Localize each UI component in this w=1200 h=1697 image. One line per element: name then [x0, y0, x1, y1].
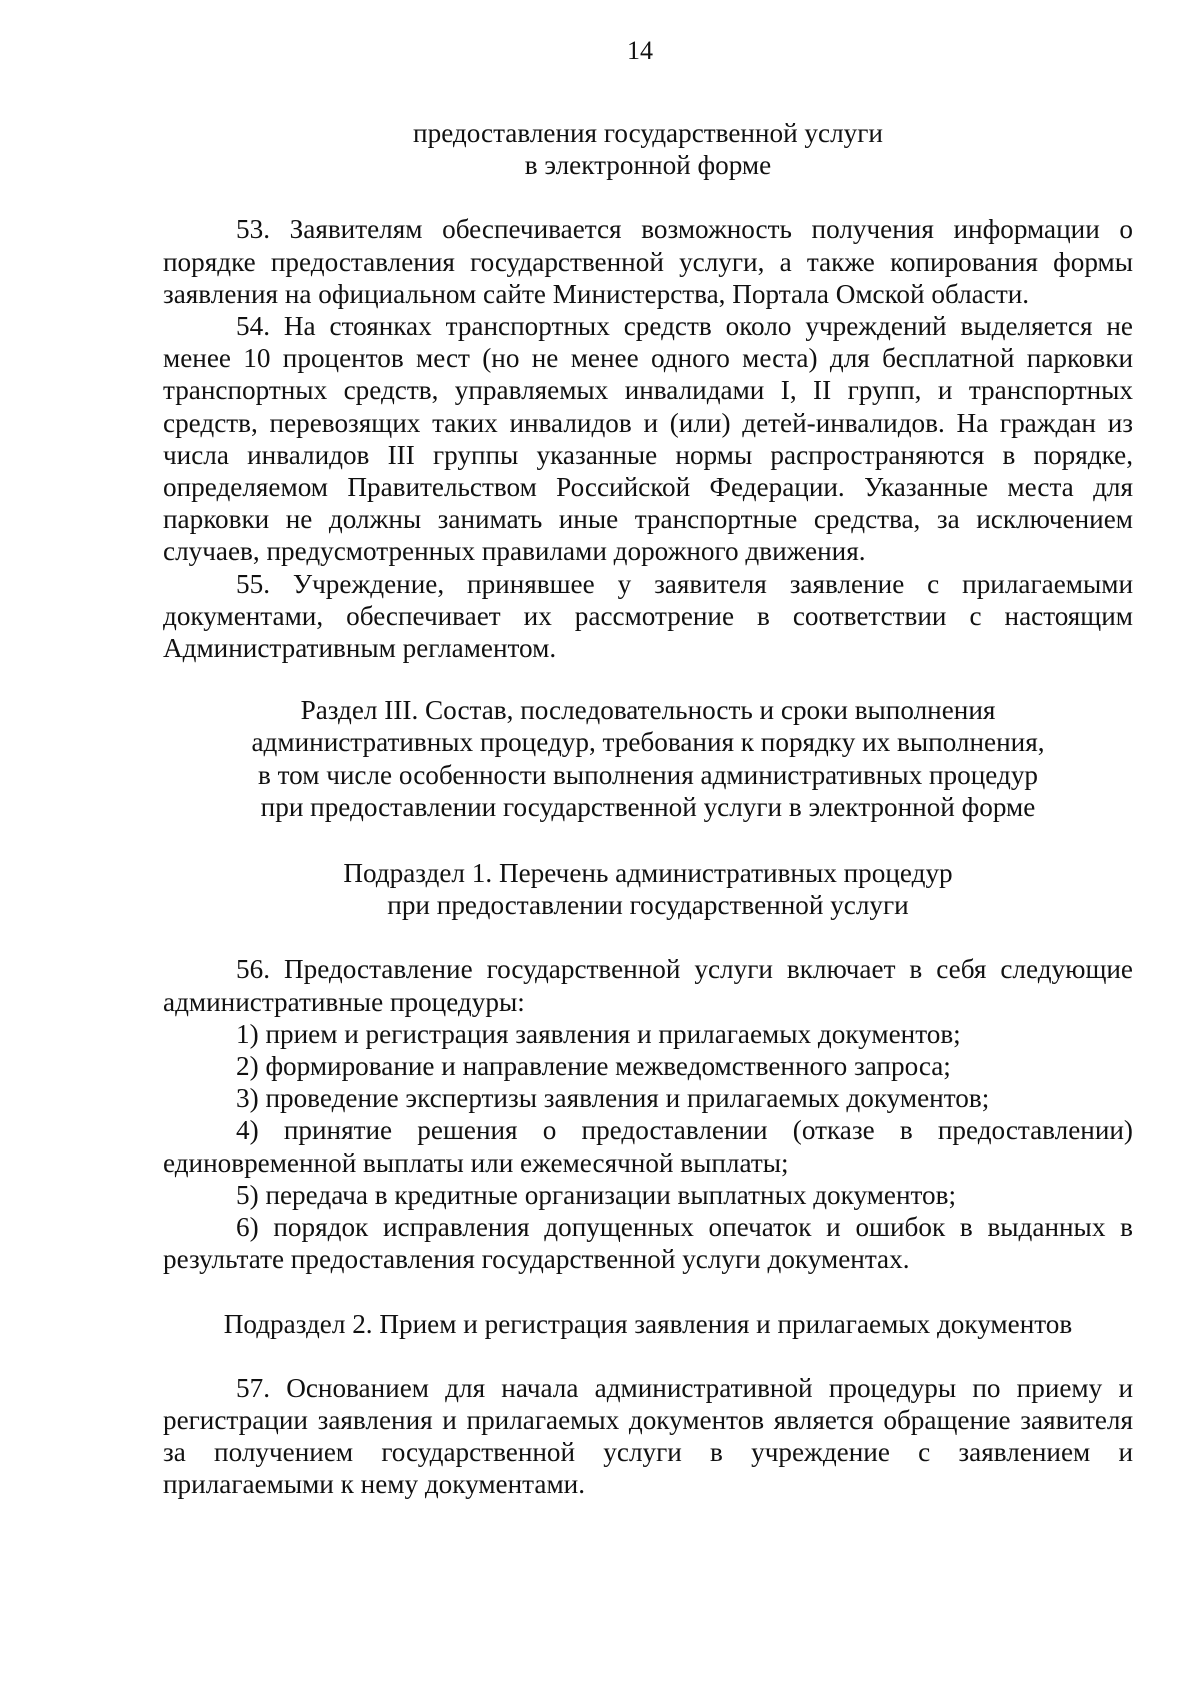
subsection-2-heading: [163, 1308, 1133, 1340]
heading-line: административных процедур, требования к порядку их выполнения,: [251, 727, 1045, 758]
paragraph-55: 55. Учреждение, принявшее у заявителя заявление с прилагаемыми документами, обеспечивает их рассмотрение в соответствии с настоящим Административным регламентом.: [163, 568, 1133, 664]
list-item: 6) порядок исправления допущенных опечаток и ошибок в выданных в результате предоставления государственной услуги документах.: [163, 1212, 1133, 1275]
list-item: 5) передача в кредитные организации выплатных документов;: [236, 1179, 957, 1210]
page-number: 14: [627, 36, 653, 65]
paragraph-56: 56. Предоставление государственной услуги включает в себя следующие административные процедуры:: [163, 954, 1133, 1017]
paragraph-57: 57. Основанием для начала административной процедуры по приему и регистрации заявления и прилагаемых документов является обращение заявителя за получением государственной услуги в учреждение с заявлением и прилагаемыми к нему документами.: [163, 1372, 1133, 1500]
heading-line: Подраздел 2. Прием и регистрация заявления и прилагаемых документов: [223, 1308, 1073, 1339]
list-item: 1) прием и регистрация заявления и прилагаемых документов;: [236, 1018, 961, 1049]
list-item: 3) проведение экспертизы заявления и прилагаемых документов;: [236, 1083, 990, 1114]
heading-line: при предоставлении государственной услуги в электронной форме: [260, 791, 1036, 822]
heading-line: при предоставлении государственной услуги: [387, 890, 909, 921]
section-heading-continued: [163, 117, 1133, 181]
heading-line: в электронной форме: [524, 150, 772, 181]
heading-line: предоставления государственной услуги: [413, 118, 883, 148]
list-item: 4) принятие решения о предоставлении (отказе в предоставлении) единовременной выплаты или ежемесячной выплаты;: [163, 1115, 1133, 1178]
heading-line: Раздел III. Состав, последовательность и сроки выполнения: [300, 695, 996, 726]
paragraph-53: 53. Заявителям обеспечивается возможность получения информации о порядке предоставления государственной услуги, а также копирования формы заявления на официальном сайте Министерства, Портала Омской области.: [163, 214, 1133, 309]
list-item: 2) формирование и направление межведомственного запроса;: [236, 1051, 951, 1082]
document-body: [163, 117, 1133, 1501]
paragraph-54: 54. На стоянках транспортных средств около учреждений выделяется не менее 10 процентов мест (но не менее одного места) для бесплатной парковки транспортных средств, управляемых инвалидами I, II групп, и транспортных средств, перевозящих таких инвалидов и (или) детей-инвалидов. На граждан из числа инвалидов III группы указанные нормы распространяются в порядке, определяемом Правительством Российской Федерации. Указанные места для парковки не должны занимать иные транспортные средства, за исключением случаев, предусмотренных правилами дорожного движения.: [163, 311, 1133, 567]
section-3-heading: [163, 694, 1133, 823]
subsection-1-heading: [163, 857, 1133, 921]
heading-line: Подраздел 1. Перечень административных процедур: [343, 858, 953, 889]
heading-line: в том числе особенности выполнения административных процедур: [257, 759, 1039, 790]
